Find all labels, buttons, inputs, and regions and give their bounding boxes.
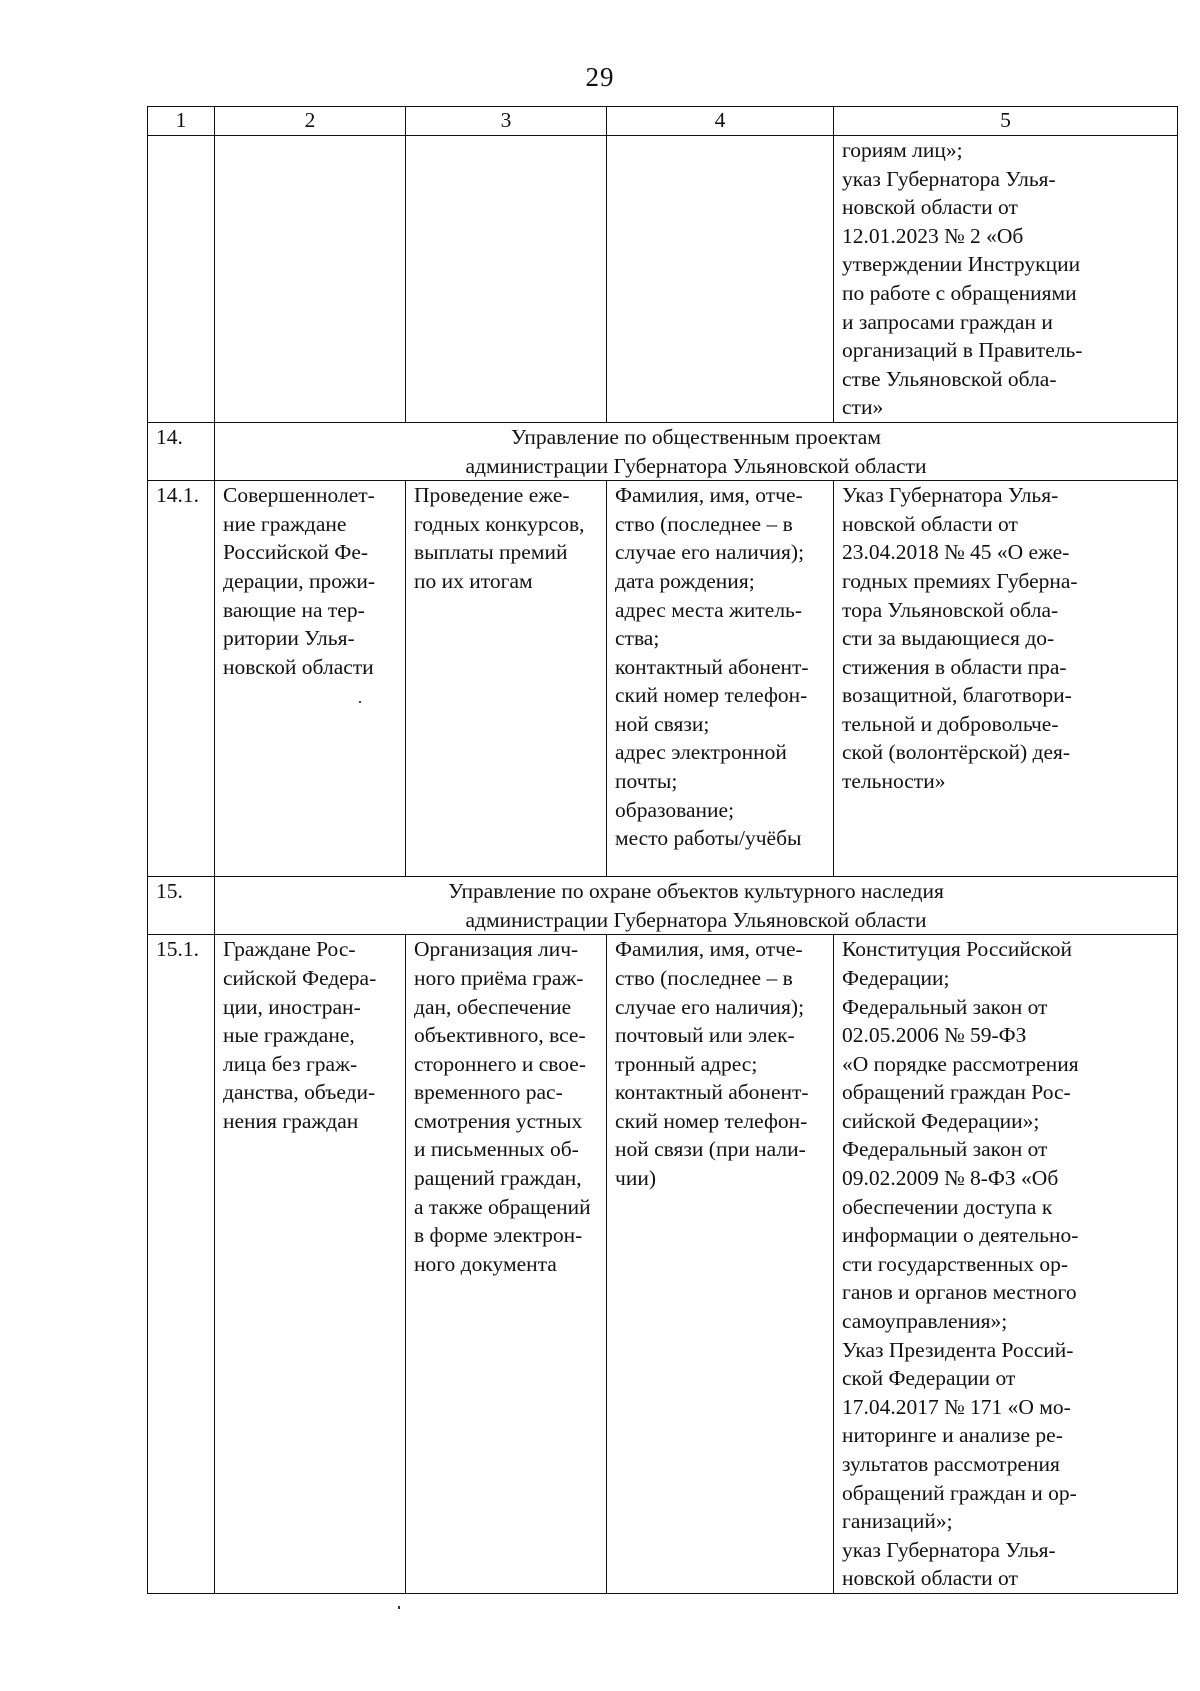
- text-line: контактный абонент-: [615, 1080, 809, 1105]
- text-line: Федеральный закон от: [842, 994, 1048, 1019]
- header-cell-3: 3: [406, 107, 607, 136]
- text-line: дан, обеспечение: [414, 994, 572, 1019]
- text-line: и письменных об-: [414, 1137, 579, 1162]
- personal-data-cell-15-1: [607, 935, 834, 1594]
- text-line: адрес места житель-: [615, 597, 803, 622]
- text-line: обращений граждан Рос-: [842, 1080, 1071, 1105]
- subjects-cell-14-1: [215, 481, 406, 877]
- section-title-14-line-1: Управление по общественным проектам: [511, 424, 881, 449]
- text-line: по работе с обращениями: [842, 280, 1077, 305]
- text-line: стижения в области пра-: [842, 654, 1067, 679]
- text-line: новской области от: [842, 1566, 1018, 1591]
- text-line: Граждане Рос-: [223, 937, 356, 962]
- text-line: ганов и органов местного: [842, 1280, 1077, 1305]
- text-line: временного рас-: [414, 1080, 563, 1105]
- text-line: сти за выдающиеся до-: [842, 626, 1055, 651]
- continuation-cell-2: [215, 136, 406, 423]
- text-line: тронный адрес;: [615, 1051, 758, 1076]
- legal-basis-cell-14-1: [834, 481, 1178, 877]
- section-row-15: [148, 877, 1178, 935]
- text-line: тельности»: [842, 769, 946, 794]
- section-title-15-line-2: администрации Губернатора Ульяновской области: [465, 907, 927, 932]
- text-line: по их итогам: [414, 568, 533, 593]
- text-line: ние граждане: [223, 511, 347, 536]
- purpose-cell-15-1: [406, 935, 607, 1594]
- text-line: Организация лич-: [414, 937, 579, 962]
- text-line: образование;: [615, 797, 735, 822]
- continuation-cell-legal-basis: [834, 136, 1178, 423]
- table-row-14-1: [148, 481, 1178, 877]
- section-title-14-line-2: администрации Губернатора Ульяновской области: [465, 453, 927, 478]
- row-number-15-1: 15.1.: [148, 935, 215, 1594]
- text-line: новской области: [223, 654, 374, 679]
- subjects-cell-15-1: [215, 935, 406, 1594]
- text-line: утверждении Инструкции: [842, 252, 1081, 277]
- personal-data-cell-14-1: [607, 481, 834, 877]
- text-line: в форме электрон-: [414, 1223, 583, 1248]
- text-line: а также обращений: [414, 1194, 591, 1219]
- text-line: лица без граж-: [223, 1051, 358, 1076]
- text-line: случае его наличия);: [615, 994, 805, 1019]
- text-line: сти государственных ор-: [842, 1251, 1069, 1276]
- section-row-14: [148, 422, 1178, 480]
- text-line: обеспечении доступа к: [842, 1194, 1053, 1219]
- text-line: Российской Фе-: [223, 540, 369, 565]
- text-line: ного документа: [414, 1251, 557, 1276]
- row-number-14-1: 14.1.: [148, 481, 215, 877]
- text-line: тора Ульяновской обла-: [842, 597, 1059, 622]
- text-line: обращений граждан и ор-: [842, 1480, 1077, 1505]
- text-line: стороннего и свое-: [414, 1051, 587, 1076]
- text-line: смотрения устных: [414, 1108, 583, 1133]
- text-line: зультатов рассмотрения: [842, 1452, 1060, 1476]
- text-line: Фамилия, имя, отче-: [615, 937, 803, 962]
- purpose-cell-14-1: [406, 481, 607, 877]
- text-line: ской Федерации от: [842, 1366, 1016, 1391]
- text-line: данства, объеди-: [223, 1080, 376, 1105]
- header-cell-4: 4: [607, 107, 834, 136]
- text-line: Указ Губернатора Улья-: [842, 483, 1059, 508]
- section-title-15-line-1: Управление по охране объектов культурного наследия: [448, 879, 944, 904]
- text-line: Фамилия, имя, отче-: [615, 483, 803, 508]
- text-line: ганизаций»;: [842, 1509, 953, 1534]
- text-line: и запросами граждан и: [842, 309, 1053, 334]
- text-line: почтовый или элек-: [615, 1023, 795, 1048]
- text-line: ниторинге и анализе ре-: [842, 1423, 1063, 1448]
- text-line: дата рождения;: [615, 568, 755, 593]
- header-row: [148, 107, 1178, 136]
- text-line: самоуправления»;: [842, 1309, 1008, 1334]
- text-line: объективного, все-: [414, 1023, 586, 1048]
- text-line: ритории Улья-: [223, 626, 355, 651]
- text-line: 23.04.2018 № 45 «О еже-: [842, 540, 1070, 565]
- text-line: нения граждан: [223, 1108, 359, 1133]
- text-line: ский номер телефон-: [615, 1108, 808, 1133]
- text-line: указ Губернатора Улья-: [842, 1537, 1056, 1562]
- text-line: сти»: [842, 395, 884, 420]
- legal-basis-cell-15-1: [834, 935, 1178, 1594]
- text-line: Федерации;: [842, 965, 950, 990]
- continuation-cell-1: [148, 136, 215, 423]
- text-line: тельной и добровольче-: [842, 711, 1059, 736]
- text-line: ращений граждан,: [414, 1166, 582, 1191]
- text-line: ного приёма граж-: [414, 965, 584, 990]
- text-line: новской области от: [842, 195, 1018, 220]
- text-line: Конституция Российской: [842, 937, 1073, 962]
- scan-speck: [359, 701, 361, 703]
- text-line: адрес электронной: [615, 740, 787, 765]
- text-line: стве Ульяновской обла-: [842, 366, 1057, 391]
- text-line: информации о деятельно-: [842, 1223, 1079, 1248]
- text-line: «О порядке рассмотрения: [842, 1051, 1079, 1076]
- page-number: 29: [585, 62, 615, 92]
- section-title-15: [215, 877, 1178, 935]
- scan-speck-bottom: [398, 1606, 400, 1609]
- text-line: Совершеннолет-: [223, 483, 375, 508]
- text-line: ский номер телефон-: [615, 683, 808, 708]
- text-line: контактный абонент-: [615, 654, 809, 679]
- section-title-14: [215, 422, 1178, 480]
- text-line: ство (последнее – в: [615, 511, 793, 536]
- text-line: ской (волонтёрской) дея-: [842, 740, 1071, 765]
- section-number-14: 14.: [148, 422, 215, 480]
- text-line: сийской Федерации»;: [842, 1108, 1040, 1133]
- register-table: [147, 106, 1178, 1594]
- section-number-15: 15.: [148, 877, 215, 935]
- text-line: сийской Федера-: [223, 965, 377, 990]
- text-line: Проведение еже-: [414, 483, 570, 508]
- text-line: вающие на тер-: [223, 597, 365, 622]
- text-line: новской области от: [842, 511, 1018, 536]
- text-line: годных конкурсов,: [414, 511, 585, 536]
- text-line: указ Губернатора Улья-: [842, 166, 1056, 191]
- text-line: 02.05.2006 № 59-ФЗ: [842, 1023, 1027, 1048]
- text-line: место работы/учёбы: [615, 826, 802, 851]
- text-line: возащитной, благотвори-: [842, 683, 1072, 708]
- text-line: чии): [615, 1166, 656, 1191]
- text-line: гориям лиц»;: [842, 138, 963, 162]
- text-line: выплаты премий: [414, 540, 568, 565]
- text-line: годных премиях Губерна-: [842, 568, 1078, 593]
- text-line: Указ Президента Россий-: [842, 1337, 1074, 1362]
- text-line: ства;: [615, 626, 660, 651]
- text-line: Федеральный закон от: [842, 1137, 1048, 1162]
- continuation-row: [148, 136, 1178, 423]
- text-line: организаций в Правитель-: [842, 338, 1083, 363]
- header-cell-5: 5: [834, 107, 1178, 136]
- header-cell-2: 2: [215, 107, 406, 136]
- text-line: почты;: [615, 769, 678, 794]
- text-line: случае его наличия);: [615, 540, 805, 565]
- text-line: ство (последнее – в: [615, 965, 793, 990]
- continuation-cell-4: [607, 136, 834, 423]
- text-line: 09.02.2009 № 8-ФЗ «Об: [842, 1166, 1059, 1191]
- text-line: 17.04.2017 № 171 «О мо-: [842, 1394, 1071, 1419]
- text-line: 12.01.2023 № 2 «Об: [842, 223, 1024, 248]
- text-line: ной связи;: [615, 711, 710, 736]
- table-row-15-1: [148, 935, 1178, 1594]
- text-line: ные граждане,: [223, 1023, 355, 1048]
- header-cell-1: 1: [148, 107, 215, 136]
- text-line: дерации, прожи-: [223, 568, 376, 593]
- continuation-cell-3: [406, 136, 607, 423]
- text-line: ной связи (при нали-: [615, 1137, 806, 1162]
- text-line: ции, иностран-: [223, 994, 361, 1019]
